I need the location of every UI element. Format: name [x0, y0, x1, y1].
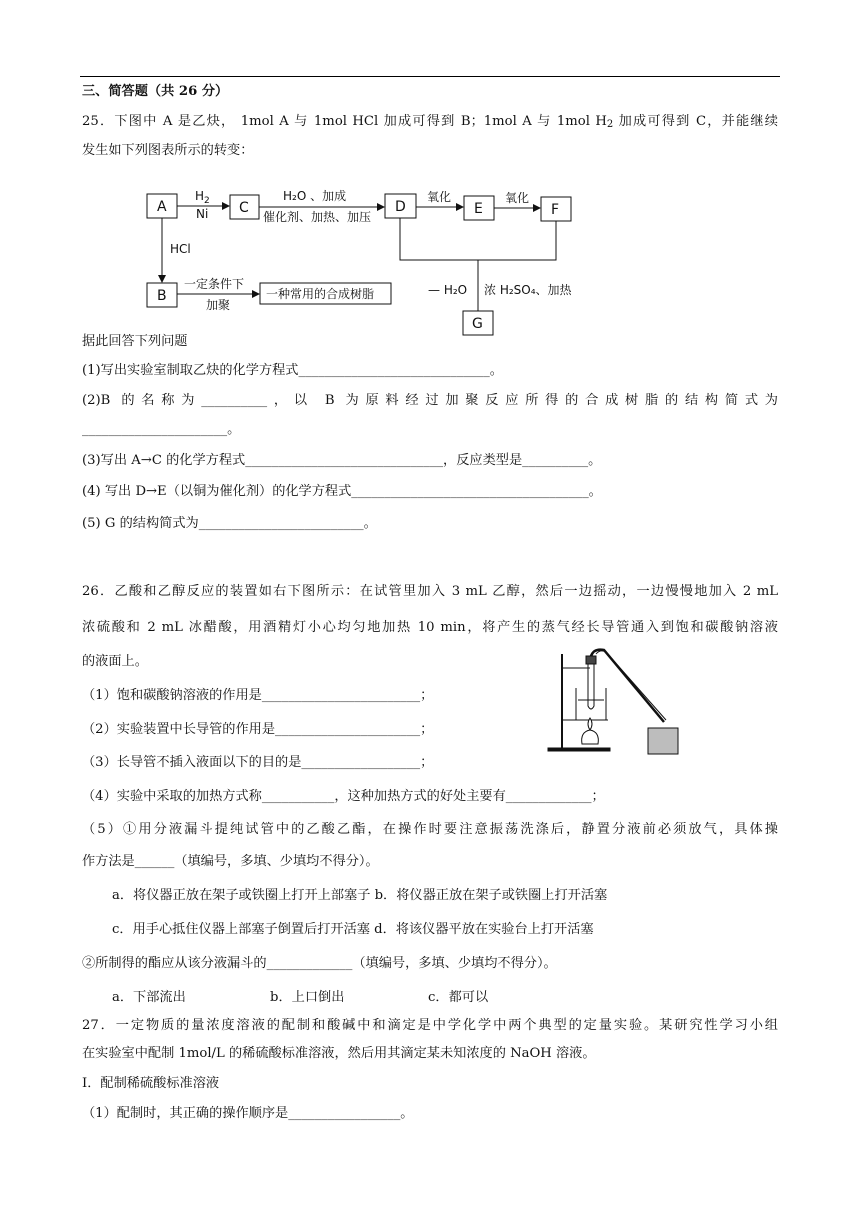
q25-part4: (4) 写出 D→E（以铜为催化剂）的化学方程式____________________________________。 — [82, 484, 602, 499]
box-e-label: E — [474, 201, 483, 217]
q26-option2-b: b．上口倒出 — [270, 990, 345, 1005]
cd-conditions: 催化剂、加热、加压 — [263, 210, 372, 224]
box-a-label: A — [157, 199, 167, 215]
ef-label: 氧化 — [505, 191, 530, 205]
q26-part3: （3）长导管不插入液面以下的目的是__________________； — [82, 755, 434, 770]
g-minus-water: — H₂O — [428, 283, 468, 297]
q26-part5-line2: 作方法是______（填编号，多填、少填均不得分）。 — [82, 854, 379, 869]
q26-options-ab: a．将仪器正放在架子或铁圈上打开上部塞子 b．将仪器正放在架子或铁圈上打开活塞 — [112, 888, 608, 903]
receiving-tube — [648, 728, 678, 754]
q26-intro-line1: 26．乙酸和乙醇反应的装置如右下图所示：在试管里加入 3 mL 乙醇，然后一边摇动，一边慢慢地加入 2 mL — [82, 584, 778, 599]
long-tube — [591, 650, 664, 722]
g-conditions: 浓 H₂SO₄、加热 — [484, 283, 572, 297]
section-title: 三、简答题（共 26 分） — [82, 84, 229, 99]
ab-reagent: HCl — [170, 242, 191, 256]
box-c-label: C — [239, 200, 249, 216]
box-g-label: G — [472, 316, 483, 332]
ac-catalyst: Ni — [196, 207, 209, 221]
de-label: 氧化 — [427, 190, 452, 204]
resin-label: 一种常用的合成树脂 — [266, 287, 375, 301]
q26-option2-a: a．下部流出 — [112, 990, 186, 1005]
test-tube — [588, 662, 594, 709]
q25-prompt: 据此回答下列问题 — [82, 334, 188, 349]
q26-part5-line1: （5）①用分液漏斗提纯试管中的乙酸乙酯，在操作时要注意振荡洗涤后，静置分液前必须放气，具体操 — [82, 822, 778, 837]
reaction-diagram — [0, 0, 860, 340]
q26-part4: （4）实验中采取的加热方式称___________，这种加热方式的好处主要有_____________； — [82, 789, 605, 804]
q25-intro-line1: 25．下图中 A 是乙炔， 1mol A 与 1mol HCl 加成可得到 B；1mol A 与 1mol $H_2$ 加成可得到 C，并能继续 — [82, 114, 778, 130]
alcohol-lamp — [582, 730, 599, 744]
stopper — [586, 656, 596, 664]
box-d-label: D — [395, 199, 406, 215]
q26-options-cd: c．用手心抵住仪器上部塞子倒置后打开活塞 d．将该仪器平放在实验台上打开活塞 — [112, 922, 594, 937]
q25-part3: (3)写出 A→C 的化学方程式______________________________，反应类型是__________。 — [82, 453, 602, 468]
q27-intro-line2: 在实验室中配制 1mol/L 的稀硫酸标准溶液，然后用其滴定某未知浓度的 NaOH 溶液。 — [82, 1046, 596, 1061]
apparatus-illustration — [540, 648, 690, 760]
beaker — [576, 688, 606, 720]
q26-part2: （2）实验装置中长导管的作用是______________________； — [82, 722, 434, 737]
q27-part1-q1: （1）配制时，其正确的操作顺序是_________________。 — [82, 1106, 414, 1121]
q25-part2-line2: ______________________。 — [82, 422, 241, 437]
q26-option2-c: c．都可以 — [428, 990, 489, 1005]
cd-reagent: H₂O 、加成 — [283, 189, 347, 203]
q27-part1-title: I．配制稀硫酸标准溶液 — [82, 1076, 220, 1091]
q25-part5: (5) G 的结构简式为_________________________。 — [82, 516, 377, 531]
box-f-label: F — [551, 202, 560, 218]
q26-intro-line2: 浓硫酸和 2 mL 冰醋酸，用酒精灯小心均匀地加热 10 min，将产生的蒸气经长导管通入到饱和碳酸钠溶液 — [82, 620, 778, 635]
box-b-label: B — [157, 288, 167, 304]
q27-intro-line1: 27．一定物质的量浓度溶液的配制和酸碱中和滴定是中学化学中两个典型的定量实验。某研究性学习小组 — [82, 1018, 778, 1033]
q26-part1: （1）饱和碳酸钠溶液的作用是________________________； — [82, 688, 434, 703]
q26-part5-2: ②所制得的酯应从该分液漏斗的_____________（填编号，多填、少填均不得分）。 — [82, 956, 557, 971]
q25-part1: (1)写出实验室制取乙炔的化学方程式_____________________________。 — [82, 363, 503, 378]
q26-intro-line3: 的液面上。 — [82, 654, 148, 669]
ac-reagent: $H_2$ — [195, 189, 210, 206]
b-reaction: 加聚 — [206, 298, 231, 312]
stand-base — [548, 748, 610, 751]
q25-intro-line2: 发生如下列图表所示的转变： — [82, 143, 254, 158]
q25-part2-line1: (2)B 的名称为__________，以 B 为原料经过加聚反应所得的合成树脂的结构简式为 — [82, 393, 778, 408]
b-condition: 一定条件下 — [184, 277, 245, 291]
